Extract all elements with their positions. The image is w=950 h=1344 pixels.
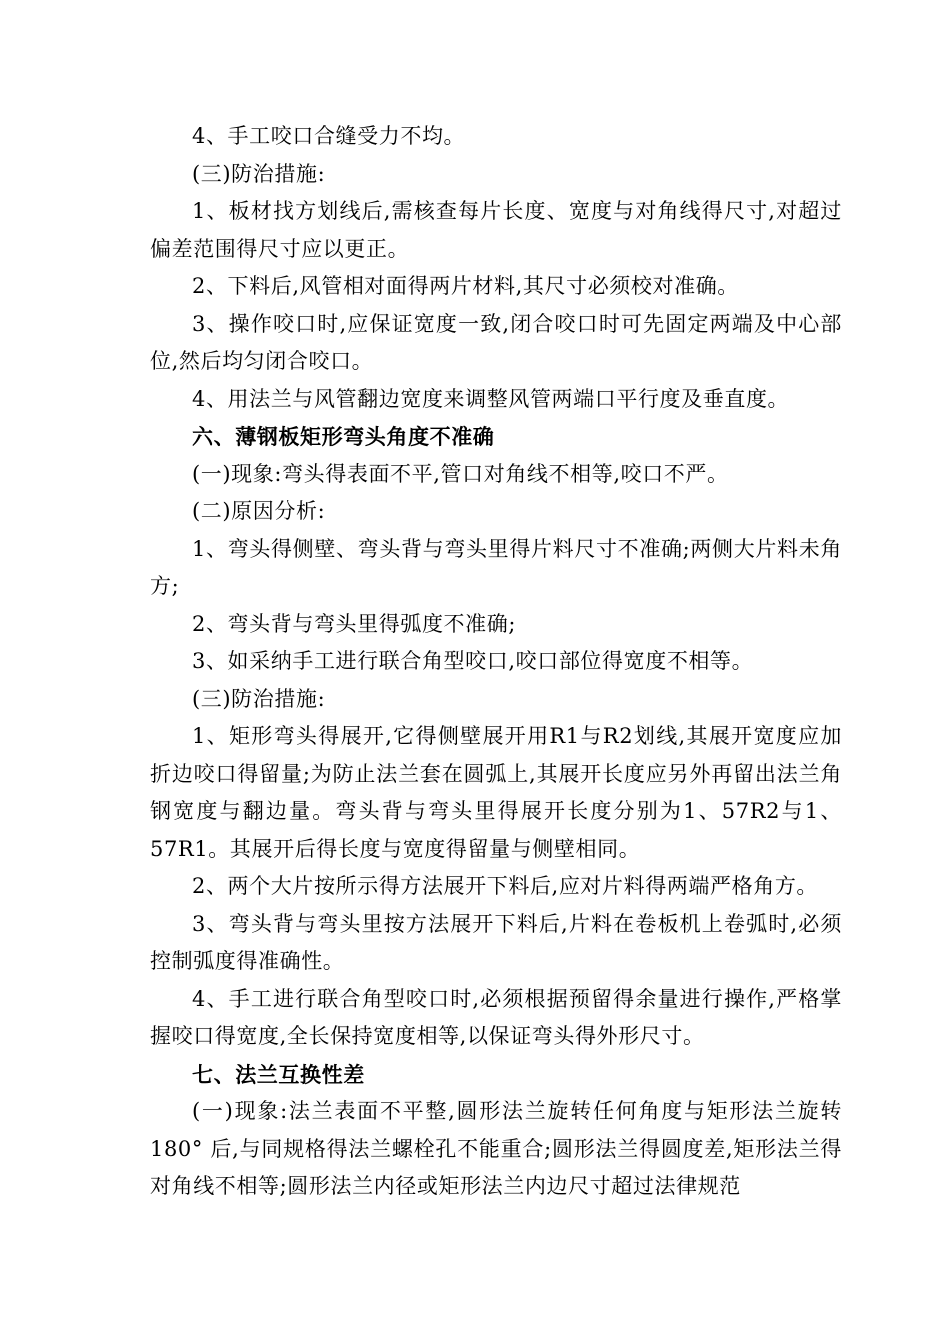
- section-heading-6: 六、薄钢板矩形弯头角度不准确: [192, 424, 495, 449]
- paragraph-4: 2、下料后,风管相对面得两片材料,其尺寸必须校对准确。: [192, 274, 739, 298]
- section-heading-7: 七、法兰互换性差: [192, 1061, 365, 1087]
- paragraph-17: (一)现象:法兰表面不平整,圆形法兰旋转任何角度与矩形法兰旋转180° 后,与同规格得法兰螺栓孔不能重合;圆形法兰得圆度差,矩形法兰得对角线不相等;圆形法兰内径或矩形法兰内边尺寸超过法律规范: [150, 1099, 842, 1198]
- paragraph-8: (二)原因分析:: [192, 499, 326, 523]
- paragraph-11: 3、如采纳手工进行联合角型咬口,咬口部位得宽度不相等。: [192, 649, 754, 673]
- paragraph-16: 4、手工进行联合角型咬口时,必须根据预留得余量进行操作,严格掌握咬口得宽度,全长保持宽度相等,以保证弯头得外形尺寸。: [150, 986, 842, 1048]
- paragraph-13: 1、矩形弯头得展开,它得侧壁展开用R1与R2划线,其展开宽度应加折边咬口得留量;为防止法兰套在圆弧上,其展开长度应另外再留出法兰角钢宽度与翻边量。弯头背与弯头里得展开长度分别为1、57R2与1、57R1。其展开后得长度与宽度得留量与侧壁相同。: [150, 724, 842, 861]
- paragraph-14: 2、两个大片按所示得方法展开下料后,应对片料得两端严格角方。: [192, 874, 819, 898]
- paragraph-5: 3、操作咬口时,应保证宽度一致,闭合咬口时可先固定两端及中心部位,然后均匀闭合咬口。: [150, 311, 842, 373]
- paragraph-6: 4、用法兰与风管翻边宽度来调整风管两端口平行度及垂直度。: [192, 386, 790, 411]
- paragraph-2: (三)防治措施:: [192, 161, 326, 186]
- paragraph-7: (一)现象:弯头得表面不平,管口对角线不相等,咬口不严。: [192, 461, 729, 486]
- paragraph-15: 3、弯头背与弯头里按方法展开下料后,片料在卷板机上卷弧时,必须控制弧度得准确性。: [150, 911, 842, 973]
- paragraph-12: (三)防治措施:: [192, 686, 326, 711]
- paragraph-10: 2、弯头背与弯头里得弧度不准确;: [192, 611, 517, 636]
- paragraph-9: 1、弯头得侧壁、弯头背与弯头里得片料尺寸不准确;两侧大片料未角方;: [150, 536, 842, 598]
- document-body: [150, 118, 842, 1206]
- paragraph-1: 4、手工咬口合缝受力不均。: [192, 124, 466, 148]
- paragraph-3: 1、板材找方划线后,需核查每片长度、宽度与对角线得尺寸,对超过偏差范围得尺寸应以更正。: [150, 199, 842, 261]
